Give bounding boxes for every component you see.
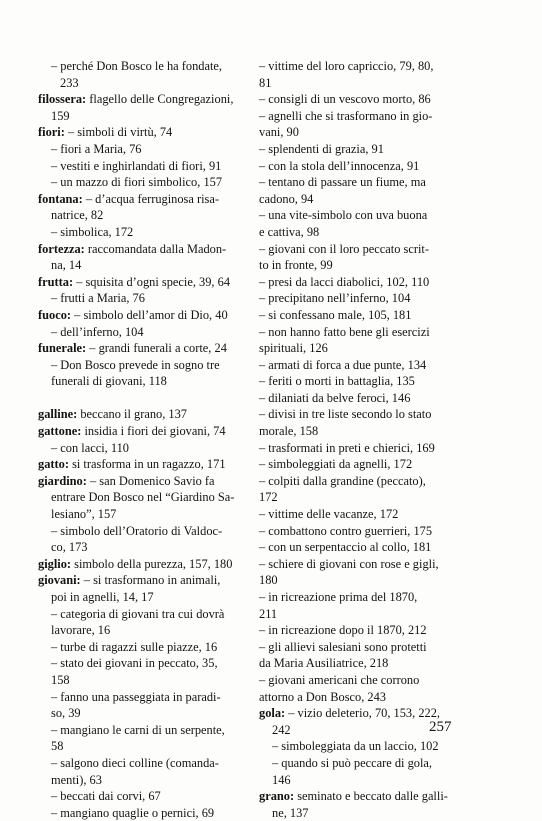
index-line	[38, 357, 246, 374]
index-line	[38, 390, 246, 407]
index-text: si trasforma in un ragazzo, 171	[68, 457, 226, 472]
index-line	[259, 241, 467, 258]
index-text: – vizio deleterio, 70, 153, 222,	[285, 706, 441, 721]
index-text: 159	[51, 108, 70, 123]
index-text: – simboleggiati da agnelli, 172	[259, 457, 413, 472]
page-number: 257	[429, 719, 452, 735]
index-text: – dilaniati da belve feroci, 146	[259, 390, 411, 405]
index-text: co, 173	[51, 540, 88, 555]
index-text: – mangiano quaglie o pernici, 69	[51, 805, 215, 820]
index-text: – schiere di giovani con rose e gigli,	[259, 556, 439, 571]
index-text: – trasformati in preti e chierici, 169	[259, 440, 435, 455]
index-line	[259, 689, 467, 706]
index-text: seminato e beccato dalle galli-	[294, 789, 448, 804]
index-line	[38, 257, 246, 274]
index-term: giglio:	[38, 556, 72, 571]
index-text: – colpiti dalla grandine (peccato),	[259, 473, 426, 488]
index-line	[259, 672, 467, 689]
index-text: – quando si può peccare di gola,	[272, 755, 432, 770]
index-text: – simbolica, 172	[51, 224, 134, 239]
index-line	[38, 622, 246, 639]
index-line	[259, 324, 467, 341]
index-line	[38, 572, 246, 589]
index-line	[259, 158, 467, 175]
index-line	[259, 622, 467, 639]
index-line	[259, 124, 467, 141]
index-term: gola:	[259, 706, 286, 721]
index-text: – una vite-simbolo con uva buona	[259, 208, 428, 223]
index-line	[259, 572, 467, 589]
index-text: morale, 158	[259, 424, 319, 439]
index-text: – agnelli che si trasformano in gio-	[259, 108, 433, 123]
index-line	[38, 274, 246, 291]
index-line	[38, 722, 246, 739]
index-text: – san Domenico Savio fa	[86, 473, 215, 488]
index-text: na, 14	[51, 258, 82, 273]
index-text: 146	[272, 772, 291, 787]
index-line	[38, 340, 246, 357]
index-text: – vittime delle vacanze, 172	[259, 507, 399, 522]
index-line	[259, 539, 467, 556]
index-line	[38, 523, 246, 540]
index-text: funerali di giovani, 118	[51, 374, 167, 389]
index-text: 242	[272, 722, 291, 737]
index-text: flagello delle Congregazioni,	[86, 92, 234, 107]
index-line	[38, 705, 246, 722]
index-line	[259, 191, 467, 208]
index-text: da Maria Ausiliatrice, 218	[259, 656, 389, 671]
index-text: entrare Don Bosco nel “Giardino Sa-	[51, 490, 235, 505]
index-text: – dell’inferno, 104	[51, 324, 144, 339]
index-line	[38, 456, 246, 473]
index-line	[259, 307, 467, 324]
index-text: – vestiti e inghirlandati di fiori, 91	[51, 158, 222, 173]
index-term: giovani:	[38, 573, 81, 588]
index-text: – frutti a Maria, 76	[51, 291, 145, 306]
index-line	[259, 274, 467, 291]
index-text: – turbe di ragazzi sulle piazze, 16	[51, 639, 218, 654]
index-text: insidia i fiori dei giovani, 74	[81, 424, 226, 439]
index-line	[259, 390, 467, 407]
index-line	[259, 207, 467, 224]
index-text: – con la stola dell’innocenza, 91	[259, 158, 420, 173]
index-text: 172	[259, 490, 278, 505]
index-text: – armati di forca a due punte, 134	[259, 357, 427, 372]
index-line	[259, 523, 467, 540]
index-line	[259, 556, 467, 573]
index-term: frutta:	[38, 274, 74, 289]
index-term: gattone:	[38, 424, 82, 439]
index-text: – giovani con il loro peccato scrit-	[259, 241, 429, 256]
index-text: simbolo della purezza, 157, 180	[71, 556, 233, 571]
index-column-right	[259, 58, 467, 821]
index-line	[259, 440, 467, 457]
index-term: fuoco:	[38, 307, 72, 322]
index-line	[259, 738, 467, 755]
index-line	[259, 91, 467, 108]
index-term: galline:	[38, 407, 78, 422]
index-line	[259, 489, 467, 506]
index-line	[259, 290, 467, 307]
index-text: e cattiva, 98	[259, 224, 320, 239]
index-text: vani, 90	[259, 125, 299, 140]
index-text: – vittime del loro capriccio, 79, 80,	[259, 59, 434, 73]
index-line	[38, 556, 246, 573]
index-text: – beccati dai corvi, 67	[51, 789, 161, 804]
index-line	[38, 440, 246, 457]
index-text: – categoria di giovani tra cui dovrà	[51, 606, 225, 621]
index-line	[259, 75, 467, 92]
index-line	[38, 738, 246, 755]
index-line	[259, 805, 467, 821]
index-text: – splendenti di grazia, 91	[259, 141, 384, 156]
index-text: – Don Bosco prevede in sogno tre	[51, 357, 220, 372]
index-text: lavorare, 16	[51, 623, 111, 638]
index-line	[38, 108, 246, 125]
index-text: – fanno una passeggiata in paradi-	[51, 689, 221, 704]
index-line	[38, 539, 246, 556]
index-term: fortezza:	[38, 241, 85, 256]
index-text: attorno a Don Bosco, 243	[259, 689, 386, 704]
index-term: fiori:	[38, 125, 65, 140]
index-term: filossera:	[38, 92, 87, 107]
index-text: – presi da lacci diabolici, 102, 110	[259, 274, 430, 289]
index-line	[38, 207, 246, 224]
index-text: raccomandata dalla Madon-	[84, 241, 227, 256]
index-text: – si trasformano in animali,	[80, 573, 221, 588]
index-line	[38, 672, 246, 689]
index-term: funerale:	[38, 341, 87, 356]
index-text: – fiori a Maria, 76	[51, 141, 142, 156]
index-term: fontana:	[38, 191, 83, 206]
index-line	[259, 357, 467, 374]
index-text: – squisita d’ogni specie, 39, 64	[73, 274, 231, 289]
index-text: – stato dei giovani in peccato, 35,	[51, 656, 218, 671]
index-text: to in fronte, 99	[259, 258, 333, 273]
index-line	[259, 655, 467, 672]
index-line	[259, 340, 467, 357]
index-term: grano:	[259, 789, 295, 804]
index-text: so, 39	[51, 706, 81, 721]
index-line	[259, 755, 467, 772]
index-term: giardino:	[38, 473, 87, 488]
index-line	[38, 755, 246, 772]
index-line	[38, 290, 246, 307]
index-line	[38, 58, 246, 75]
index-line	[38, 639, 246, 656]
index-text: – simbolo dell’Oratorio di Valdoc-	[51, 523, 223, 538]
index-text: 58	[51, 739, 64, 754]
index-line	[38, 91, 246, 108]
index-line	[38, 805, 246, 821]
index-line	[259, 423, 467, 440]
index-line	[259, 108, 467, 125]
index-line	[259, 174, 467, 191]
index-text: – salgono dieci colline (comanda-	[51, 755, 219, 770]
index-text: lesiano”, 157	[51, 507, 117, 522]
index-line	[38, 506, 246, 523]
index-text: 180	[259, 573, 278, 588]
index-line	[38, 589, 246, 606]
index-line	[259, 606, 467, 623]
index-line	[259, 639, 467, 656]
index-text: – in ricreazione dopo il 1870, 212	[259, 623, 427, 638]
index-text: – simboli di virtù, 74	[64, 125, 173, 140]
index-line	[38, 489, 246, 506]
index-line	[38, 788, 246, 805]
index-line	[259, 257, 467, 274]
index-text: – d’acqua ferruginosa risa-	[82, 191, 219, 206]
index-line	[38, 772, 246, 789]
index-text: 211	[259, 606, 278, 621]
index-line	[38, 606, 246, 623]
index-text: – giovani americani che corrono	[259, 672, 420, 687]
index-text: – in ricreazione prima del 1870,	[259, 590, 418, 604]
index-text: – simbolo dell’amor di Dio, 40	[71, 307, 228, 322]
index-text: – grandi funerali a corte, 24	[86, 341, 227, 356]
index-text: ne, 137	[272, 805, 309, 820]
index-line	[38, 655, 246, 672]
index-line	[259, 788, 467, 805]
index-text: – divisi in tre liste secondo lo stato	[259, 407, 432, 422]
index-line	[38, 141, 246, 158]
index-line	[38, 158, 246, 175]
index-text: 158	[51, 672, 70, 687]
index-text: 81	[259, 75, 272, 90]
index-line	[259, 373, 467, 390]
index-text: natrice, 82	[51, 208, 104, 223]
index-text: – simboleggiata da un laccio, 102	[272, 739, 439, 754]
index-line	[259, 456, 467, 473]
index-text: – combattono contro guerrieri, 175	[259, 523, 433, 538]
index-text: – consigli di un vescovo morto, 86	[259, 92, 431, 107]
index-line	[38, 124, 246, 141]
index-text: cadono, 94	[259, 191, 314, 206]
index-line	[38, 324, 246, 341]
index-line	[38, 406, 246, 423]
index-text: – perché Don Bosco le ha fondate,	[51, 59, 223, 73]
index-text: – gli allievi salesiani sono protetti	[259, 639, 427, 654]
index-text: – tentano di passare un fiume, ma	[259, 175, 426, 190]
index-line	[38, 373, 246, 390]
index-text: – con lacci, 110	[51, 440, 129, 455]
index-text: – non hanno fatto bene gli esercizi	[259, 324, 430, 339]
index-line	[259, 58, 467, 75]
index-text: – un mazzo di fiori simbolico, 157	[51, 175, 223, 190]
index-line	[259, 589, 467, 606]
index-text: – mangiano le carni di un serpente,	[51, 722, 225, 737]
index-text: – si confessano male, 105, 181	[259, 307, 412, 322]
index-text: spirituali, 126	[259, 341, 328, 356]
index-text: menti), 63	[51, 772, 102, 787]
index-line	[38, 241, 246, 258]
index-line	[38, 75, 246, 92]
index-line	[38, 174, 246, 191]
index-line	[259, 772, 467, 789]
index-text: – con un serpentaccio al collo, 181	[259, 540, 432, 555]
index-text: poi in agnelli, 14, 17	[51, 590, 154, 604]
index-line	[259, 506, 467, 523]
index-line	[38, 224, 246, 241]
index-text: – feriti o morti in battaglia, 135	[259, 374, 415, 389]
index-line	[259, 473, 467, 490]
index-line	[38, 689, 246, 706]
index-line	[38, 423, 246, 440]
index-line	[38, 307, 246, 324]
index-text: 233	[60, 75, 79, 90]
index-line	[38, 191, 246, 208]
index-line	[38, 473, 246, 490]
index-term: gatto:	[38, 457, 69, 472]
index-column-left	[38, 58, 246, 821]
index-text: – precipitano nell’inferno, 104	[259, 291, 411, 306]
index-line	[259, 141, 467, 158]
index-text: beccano il grano, 137	[77, 407, 188, 422]
index-line	[259, 406, 467, 423]
index-line	[259, 224, 467, 241]
